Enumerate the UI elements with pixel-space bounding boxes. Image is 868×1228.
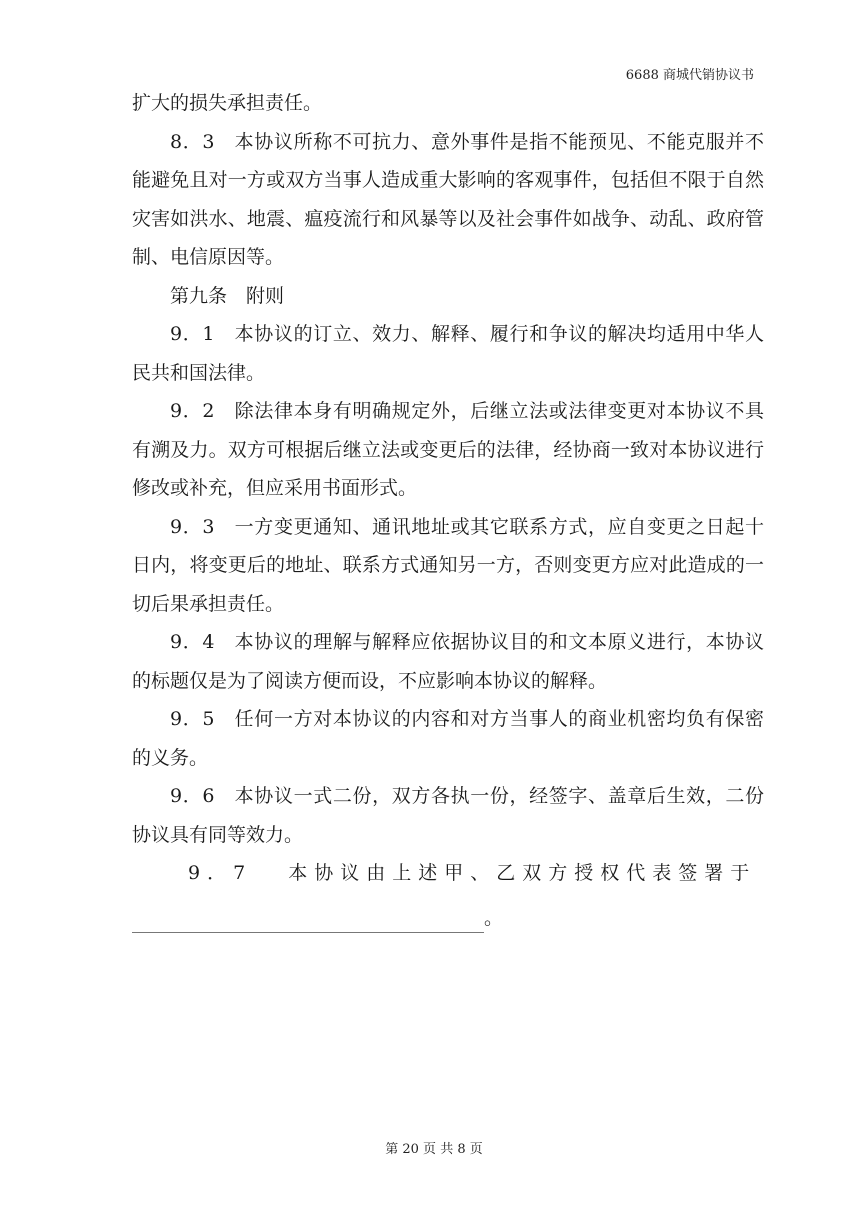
clause-9-1: 9．1 本协议的订立、效力、解释、履行和争议的解决均适用中华人民共和国法律。 — [132, 323, 764, 384]
signature-date-line — [132, 893, 764, 933]
page-footer: 第 20 页 共 8 页 — [385, 1142, 483, 1157]
clause-9-6: 9．6 本协议一式二份，双方各执一份，经签字、盖章后生效，二份协议具有同等效力。 — [132, 785, 764, 846]
clause-9-7-text: 本协议由上述甲、乙双方授权代表签署于 — [288, 862, 757, 884]
clause-9-7-number: 9．7 — [188, 862, 253, 884]
clause-9-3: 9．3 一方变更通知、通讯地址或其它联系方式，应自变更之日起十日内，将变更后的地址、联系方式通知另一方，否则变更方应对此造成的一切后果承担责任。 — [132, 515, 764, 615]
paragraph-continued: 扩大的损失承担责任。 — [132, 92, 323, 114]
clause-9-5: 9．5 任何一方对本协议的内容和对方当事人的商业机密均负有保密的义务。 — [132, 708, 764, 769]
clause-8-3: 8．3 本协议所称不可抗力、意外事件是指不能预见、不能克服并不能避免且对一方或双方当事人造成重大影响的客观事件，包括但不限于自然灾害如洪水、地震、瘟疫流行和风暴等以及社会事件如战争、动乱、政府管制、电信原因等。 — [132, 130, 764, 268]
clause-9-4: 9．4 本协议的理解与解释应依据协议目的和文本原义进行，本协议的标题仅是为了阅读方便而设，不应影响本协议的解释。 — [132, 631, 764, 692]
document-header: 6688 商城代销协议书 — [625, 68, 754, 83]
blank-underline — [132, 905, 484, 933]
clause-9-7 — [132, 854, 764, 893]
document-body — [132, 84, 764, 933]
clause-9-2: 9．2 除法律本身有明确规定外，后继立法或法律变更对本协议不具有溯及力。双方可根据后继立法或变更后的法律，经协商一致对本协议进行修改或补充，但应采用书面形式。 — [132, 400, 764, 499]
article-9-heading: 第九条 附则 — [170, 284, 285, 307]
end-mark: 。 — [484, 906, 504, 929]
